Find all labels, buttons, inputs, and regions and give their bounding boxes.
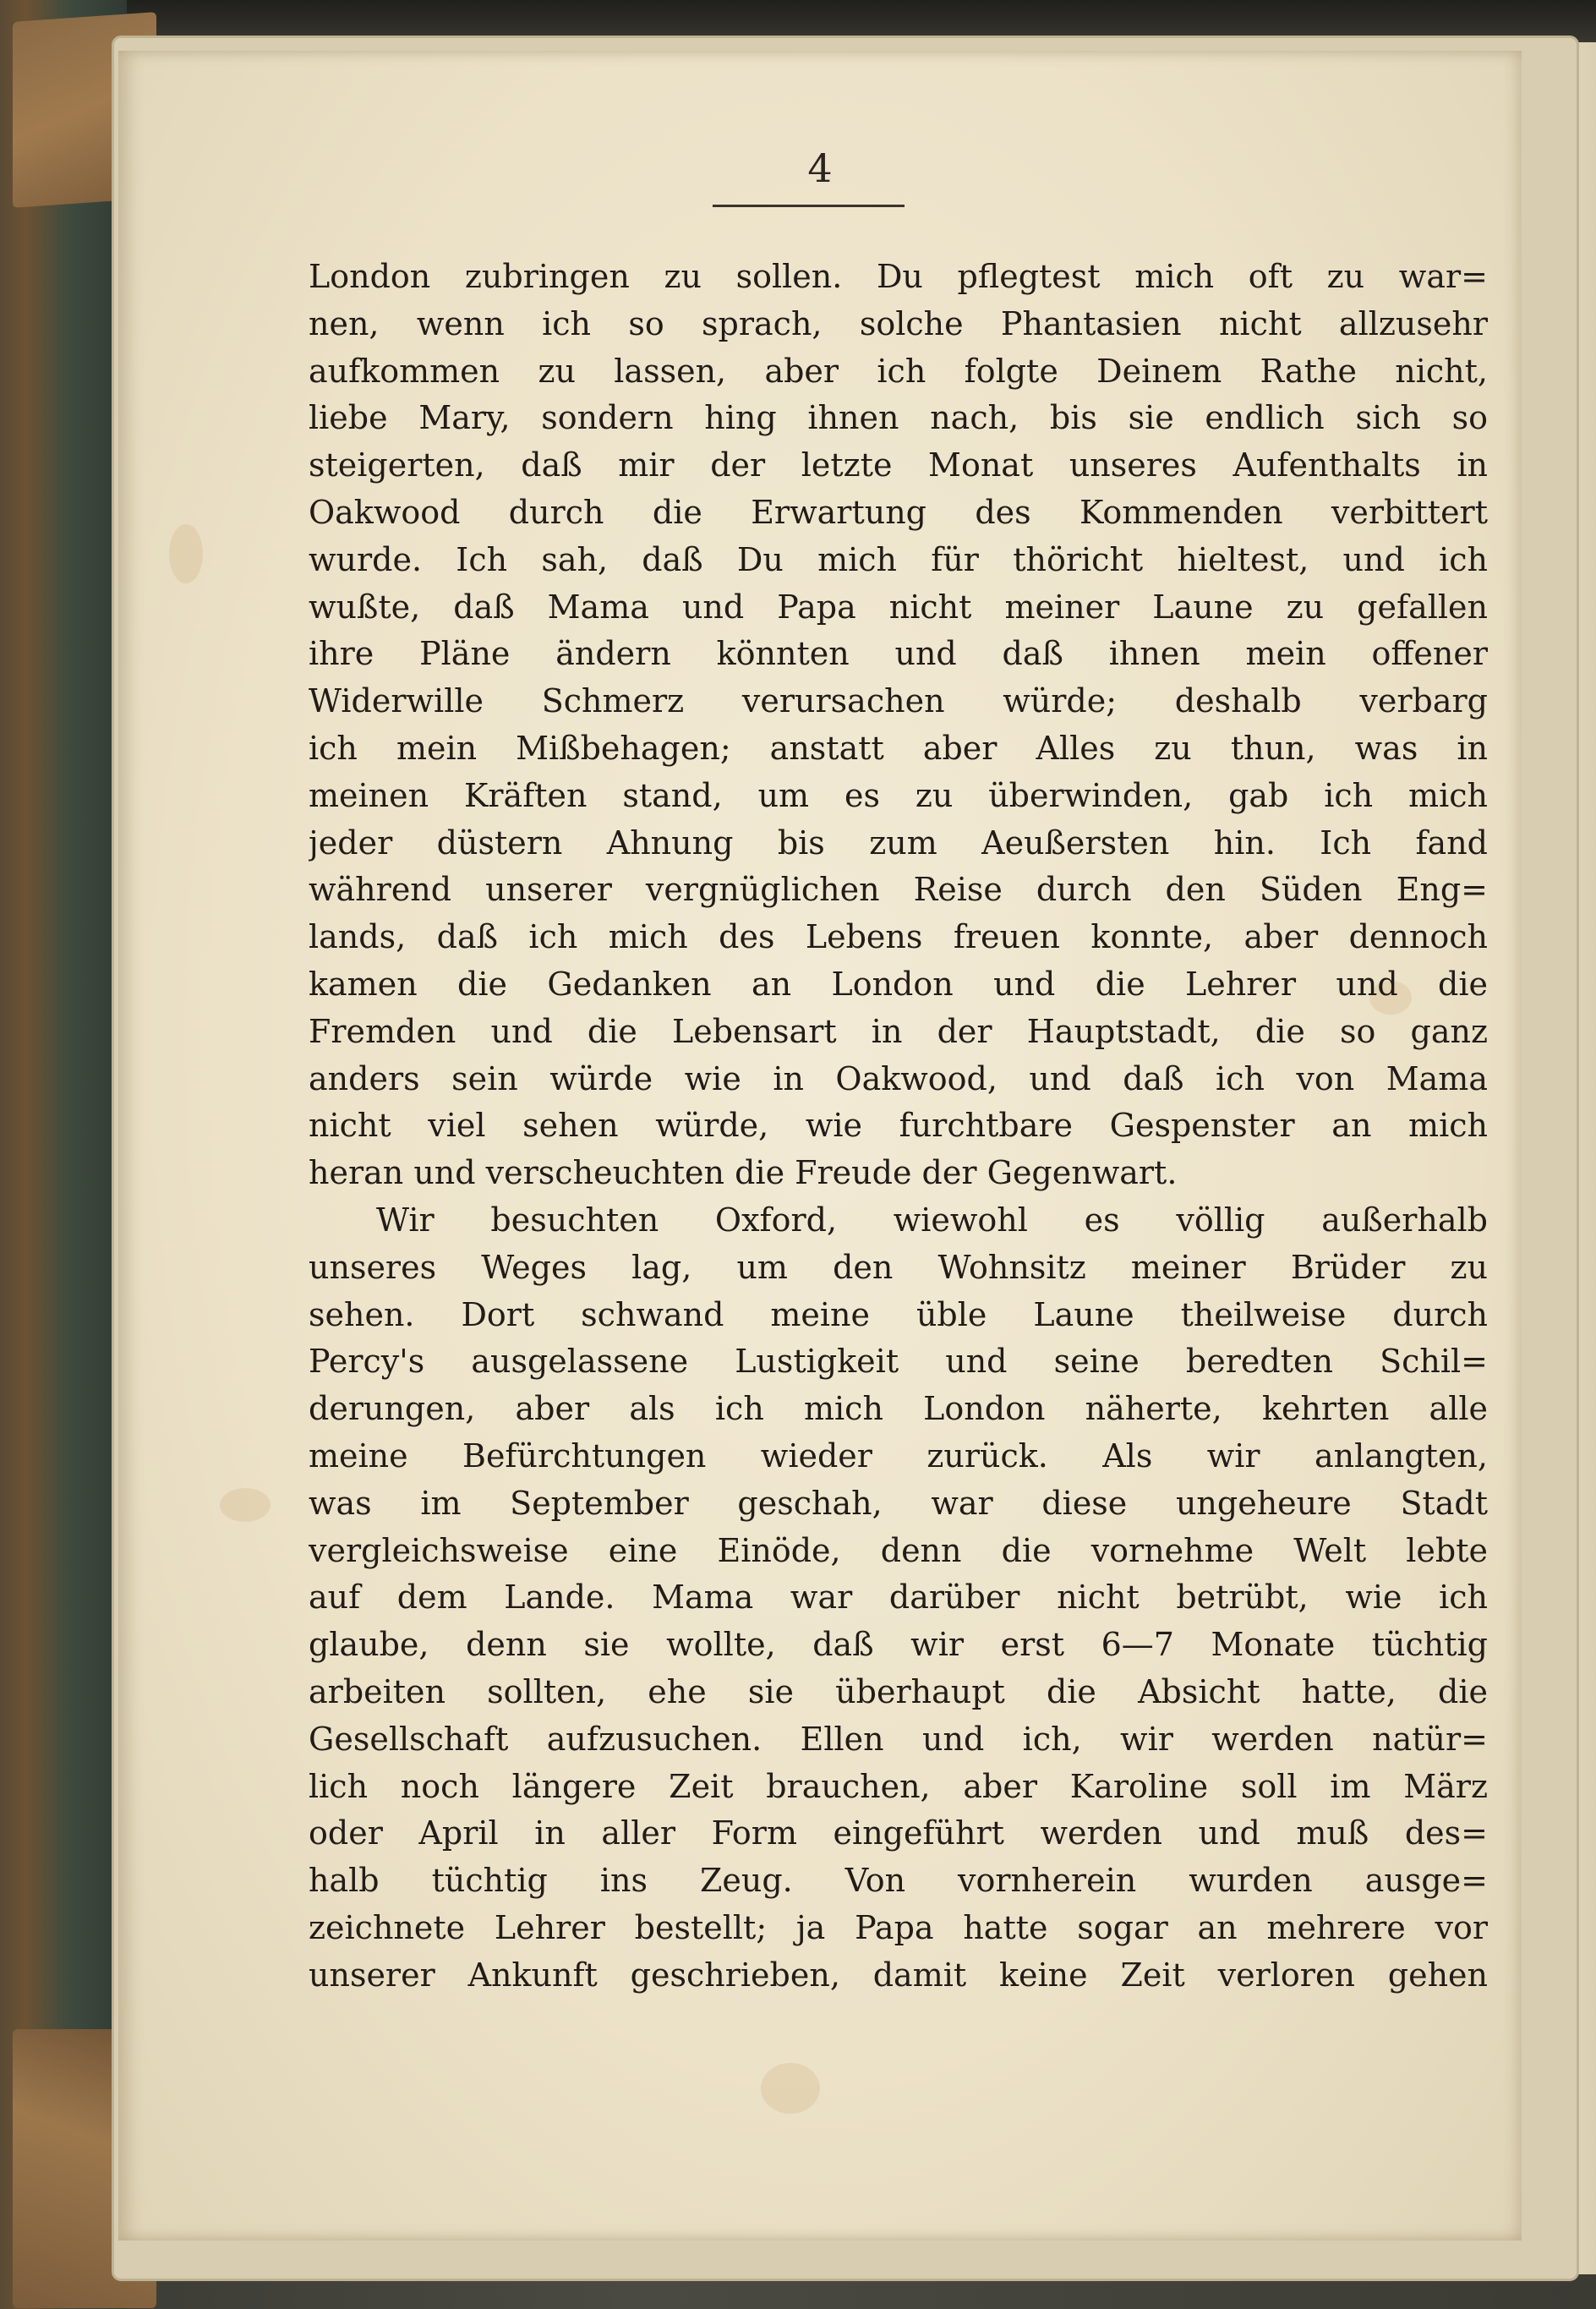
text-line: Oakwood durch die Erwartung des Kommenden verbittert <box>309 493 1488 531</box>
text-line: nen, wenn ich so sprach, solche Phantasien nicht allzusehr <box>309 304 1488 342</box>
text-line: unseres Weges lag, um den Wohnsitz meiner Brüder zu <box>309 1248 1488 1286</box>
text-line: derungen, aber als ich mich London näherte, kehrten alle <box>309 1390 1488 1428</box>
text-line: halb tüchtig ins Zeug. Von vornherein wurden ausge= <box>309 1862 1488 1900</box>
text-line: anders sein würde wie in Oakwood, und daß ich von Mama <box>309 1059 1488 1097</box>
text-line: Fremden und die Lebensart in der Hauptstadt, die so ganz <box>309 1012 1488 1050</box>
text-line: nicht viel sehen würde, wie furchtbare Gespenster an mich <box>309 1107 1488 1145</box>
text-line: unserer Ankunft geschrieben, damit keine Zeit verloren gehen <box>309 1956 1488 1994</box>
text-line: lich noch längere Zeit brauchen, aber Karoline soll im März <box>309 1767 1488 1805</box>
text-line: vergleichsweise eine Einöde, denn die vornehme Welt lebte <box>309 1531 1488 1569</box>
text-line: arbeiten sollten, ehe sie überhaupt die Absicht hatte, die <box>309 1672 1488 1710</box>
text-line: während unserer vergnüglichen Reise durch den Süden Eng= <box>309 871 1488 909</box>
paper-stain <box>220 1488 271 1522</box>
body-text <box>309 254 1488 1999</box>
text-line: meine Befürchtungen wieder zurück. Als wir anlangten, <box>309 1436 1488 1475</box>
book-page <box>118 51 1522 2241</box>
text-line: liebe Mary, sondern hing ihnen nach, bis sie endlich sich so <box>309 399 1488 437</box>
text-line: sehen. Dort schwand meine üble Laune theilweise durch <box>309 1295 1488 1333</box>
text-line: ich mein Mißbehagen; anstatt aber Alles zu thun, was in <box>309 729 1488 767</box>
text-line: was im September geschah, war diese ungeheure Stadt <box>309 1484 1488 1522</box>
text-line: glaube, denn sie wollte, daß wir erst 6—7 Monate tüchtig <box>309 1626 1488 1664</box>
text-line: auf dem Lande. Mama war darüber nicht betrübt, wie ich <box>309 1579 1488 1617</box>
text-line: meinen Kräften stand, um es zu überwinden, gab ich mich <box>309 776 1488 814</box>
book-cover-left <box>0 0 127 2309</box>
text-line: zeichnete Lehrer bestellt; ja Papa hatte sogar an mehrere vor <box>309 1908 1488 1946</box>
text-line: oder April in aller Form eingeführt werden und muß des= <box>309 1814 1488 1852</box>
text-line: lands, daß ich mich des Lebens freuen konnte, aber dennoch <box>309 918 1488 956</box>
paper-stain <box>761 2063 820 2114</box>
header-rule <box>713 205 905 207</box>
text-line: Widerwille Schmerz verursachen würde; deshalb verbarg <box>309 682 1488 720</box>
text-line: ihre Pläne ändern könnten und daß ihnen mein offener <box>309 635 1488 673</box>
text-line: steigerten, daß mir der letzte Monat unseres Aufenthalts in <box>309 446 1488 484</box>
text-line: Percy's ausgelassene Lustigkeit und seine beredten Schil= <box>309 1343 1488 1381</box>
text-line: Wir besuchten Oxford, wiewohl es völlig außerhalb <box>376 1201 1488 1239</box>
text-line: aufkommen zu lassen, aber ich folgte Deinem Rathe nicht, <box>309 352 1488 390</box>
text-line: London zubringen zu sollen. Du pflegtest mich oft zu war= <box>309 258 1488 295</box>
text-line: kamen die Gedanken an London und die Lehrer und die <box>309 965 1488 1003</box>
text-line: Gesellschaft aufzusuchen. Ellen und ich, wir werden natür= <box>309 1720 1488 1758</box>
page-number: 4 <box>807 145 833 191</box>
paper-stain <box>169 524 203 583</box>
text-line: jeder düstern Ahnung bis zum Aeußersten hin. Ich fand <box>309 823 1488 862</box>
text-line: heran und verscheuchten die Freude der Gegenwart. <box>309 1154 1178 1192</box>
text-line: wußte, daß Mama und Papa nicht meiner Laune zu gefallen <box>309 588 1488 626</box>
text-line: wurde. Ich sah, daß Du mich für thöricht hieltest, und ich <box>309 540 1488 578</box>
